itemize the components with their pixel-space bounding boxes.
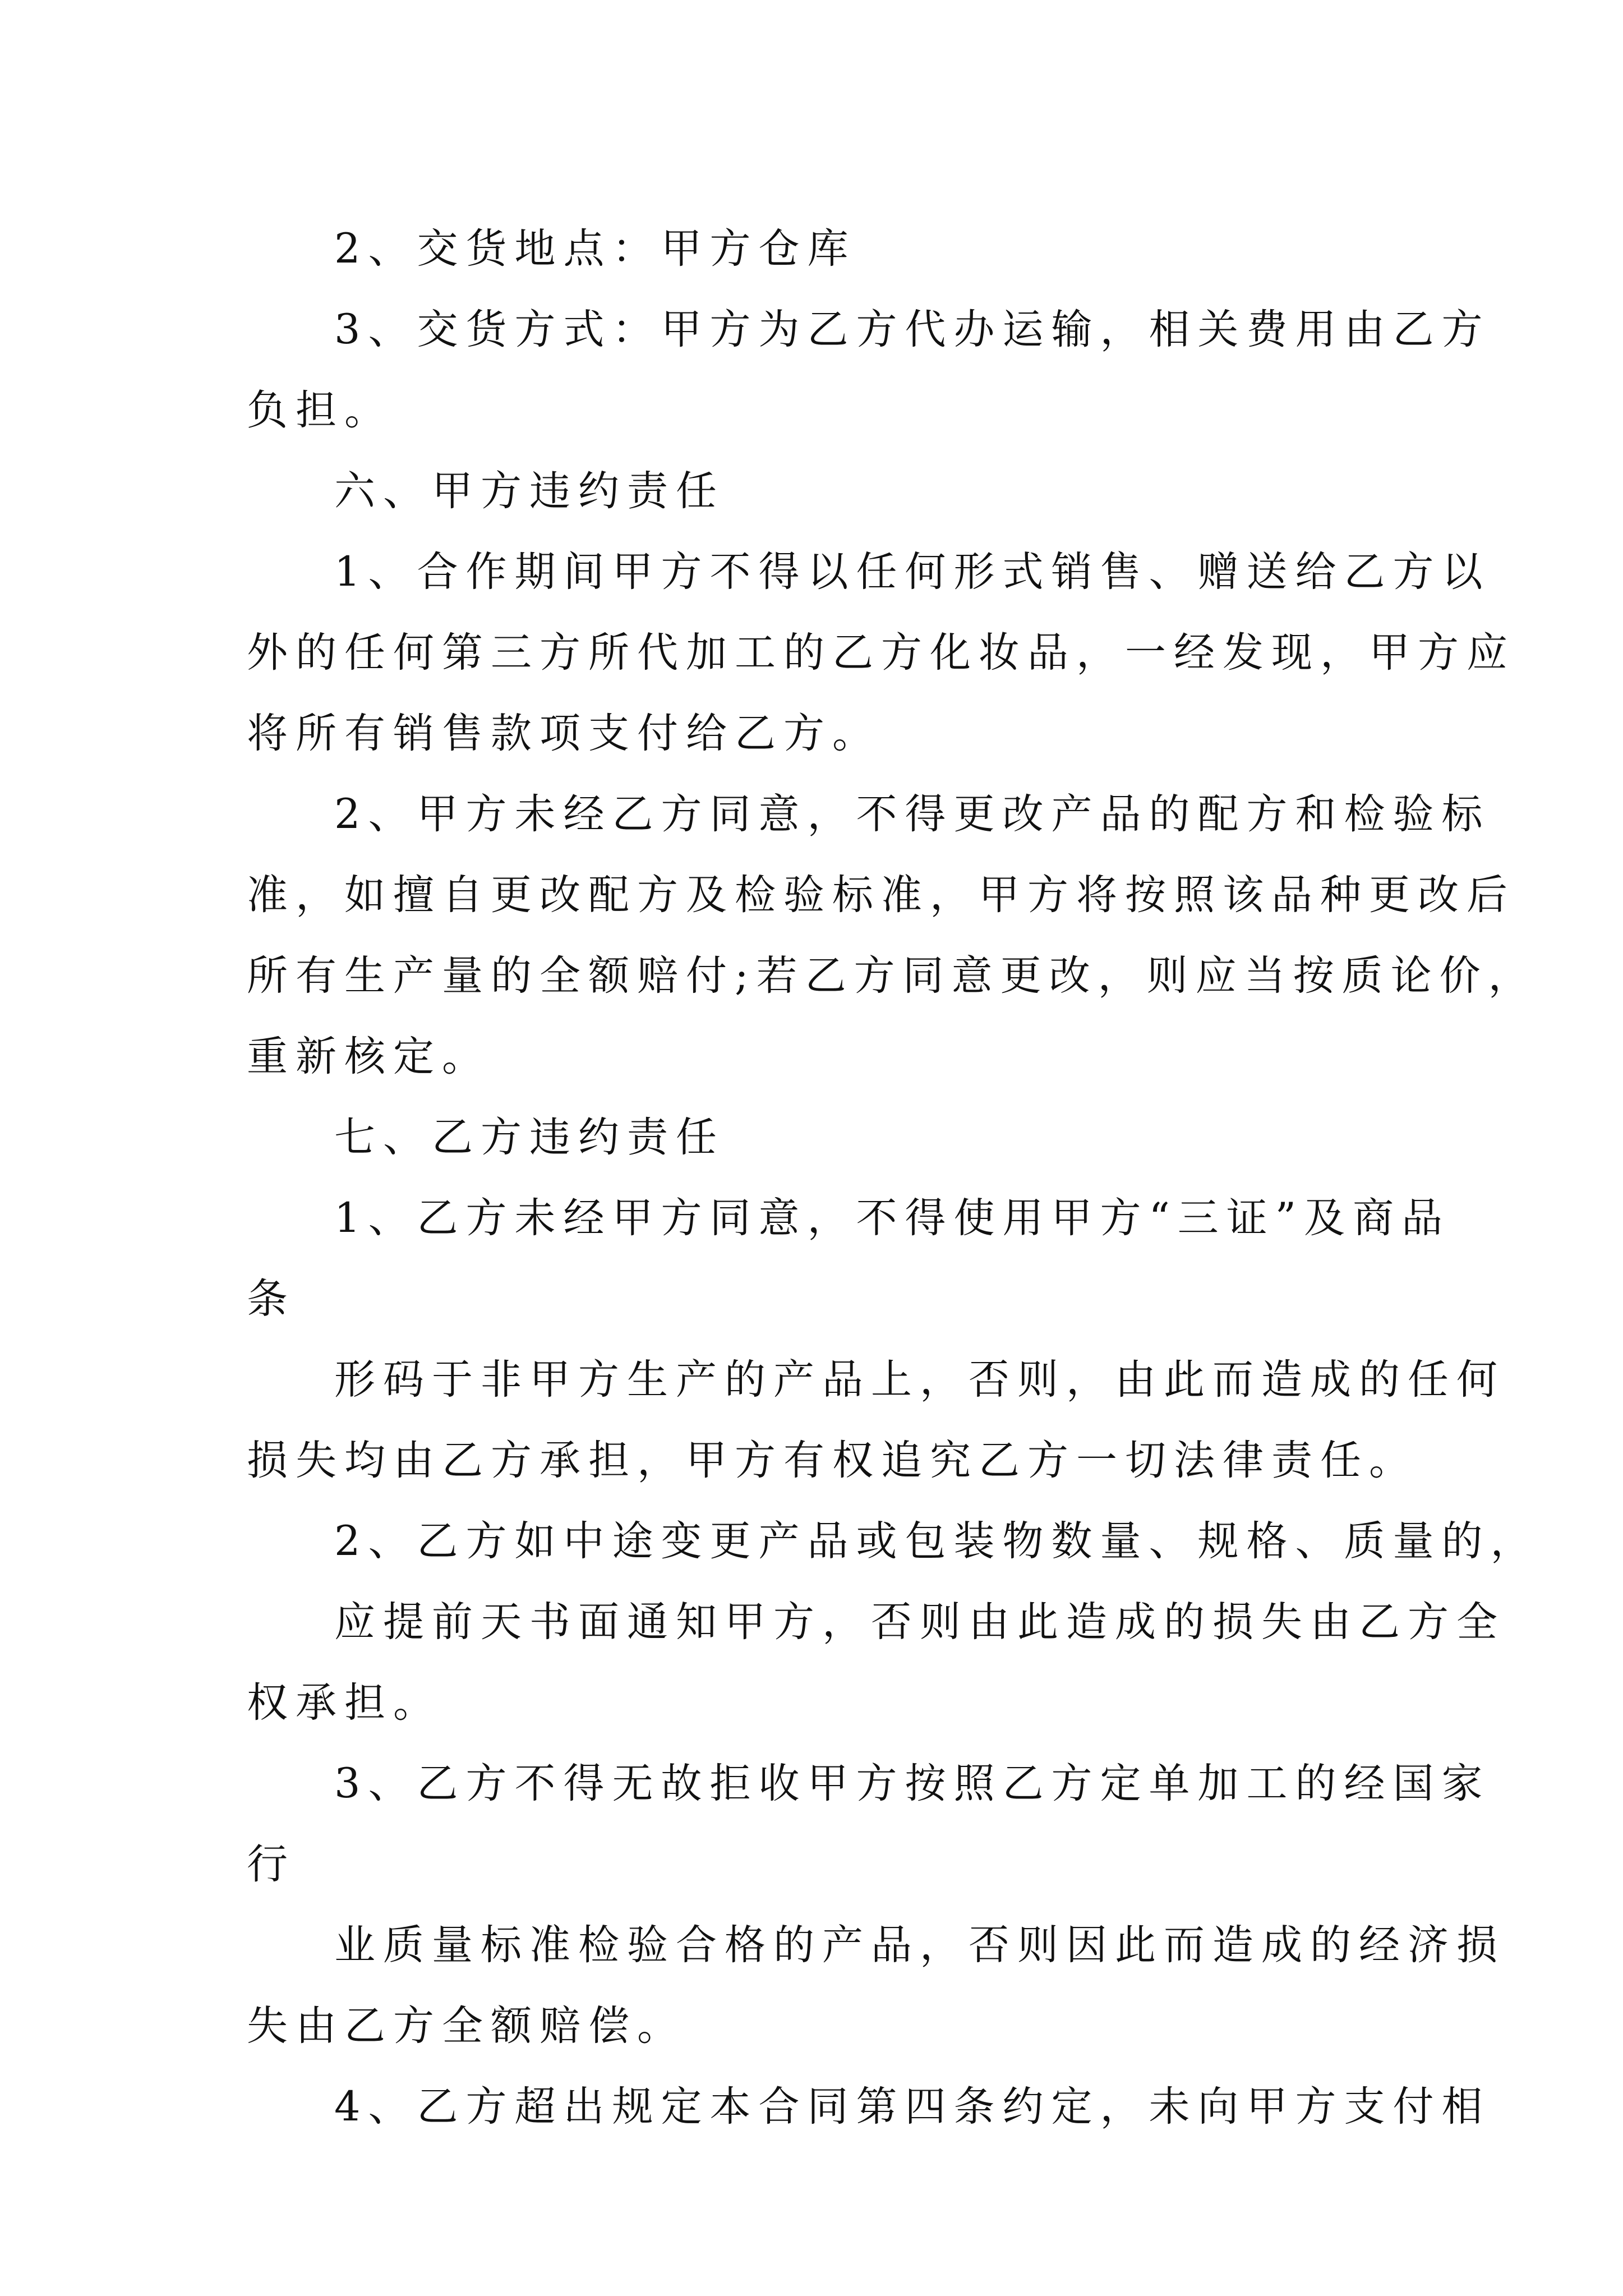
text-line: 3、乙方不得无故拒收甲方按照乙方定单加工的经国家 [334, 1760, 1491, 1807]
text-line: 六、甲方违约责任 [334, 467, 725, 515]
text-line: 准，如擅自更改配方及检验标准，甲方将按照该品种更改后 [247, 871, 1515, 919]
text-line: 1、乙方未经甲方同意，不得使用甲方“三证”及商品 [334, 1194, 1451, 1242]
text-line: 行 [247, 1841, 296, 1888]
text-line: 条 [247, 1275, 296, 1323]
text-line: 4、乙方超出规定本合同第四条约定，未向甲方支付相 [334, 2083, 1491, 2131]
text-line: 外的任何第三方所代加工的乙方化妆品，一经发现，甲方应 [247, 629, 1515, 677]
text-line: 1、合作期间甲方不得以任何形式销售、赠送给乙方以 [334, 548, 1491, 596]
text-line: 所有生产量的全额赔付;若乙方同意更改，则应当按质论价， [247, 952, 1537, 1000]
text-line: 2、乙方如中途变更产品或包装物数量、规格、质量的， [334, 1517, 1539, 1565]
text-line: 失由乙方全额赔偿。 [247, 2002, 686, 2050]
text-line: 2、甲方未经乙方同意，不得更改产品的配方和检验标 [334, 790, 1491, 838]
text-line: 七、乙方违约责任 [334, 1114, 725, 1161]
text-line: 权承担。 [247, 1679, 442, 1727]
document-body [247, 209, 1539, 2147]
text-line: 形码于非甲方生产的产品上，否则，由此而造成的任何 [334, 1356, 1505, 1404]
text-line: 应提前天书面通知甲方，否则由此造成的损失由乙方全 [334, 1598, 1505, 1646]
text-line: 损失均由乙方承担，甲方有权追究乙方一切法律责任。 [247, 1437, 1418, 1484]
text-line: 业质量标准检验合格的产品，否则因此而造成的经济损 [334, 1921, 1505, 1969]
text-line: 重新核定。 [247, 1033, 491, 1080]
text-line: 2、交货地点：甲方仓库 [334, 225, 856, 273]
text-line: 3、交货方式：甲方为乙方代办运输，相关费用由乙方 [334, 306, 1491, 353]
text-line: 负担。 [247, 386, 393, 434]
text-line: 将所有销售款项支付给乙方。 [247, 710, 881, 757]
